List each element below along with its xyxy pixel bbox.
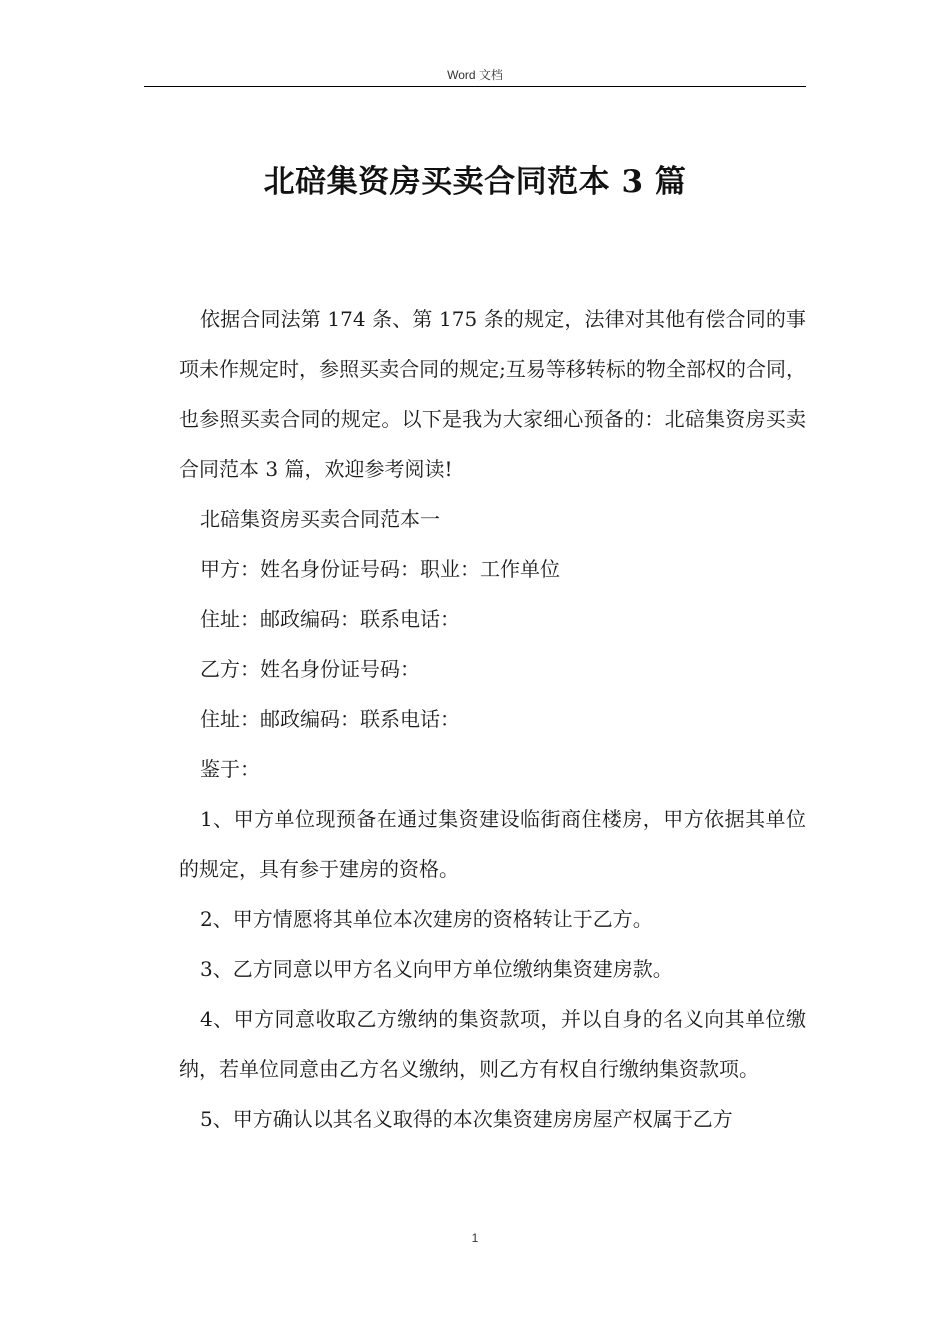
paragraph-section-heading: 北碚集资房买卖合同范本一 [200,507,440,531]
paragraph-party-b-address: 住址：邮政编码：联系电话： [200,707,460,731]
page-number: 1 [471,1231,479,1245]
paragraph-clause-4: 4、甲方同意收取乙方缴纳的集资款项，并以自身的名义向其单位缴纳，若单位同意由乙方名义缴纳，则乙方有权自行缴纳集资款项。 [179,1007,806,1081]
header-text: Word 文档 [447,68,503,82]
paragraph-whereas: 鉴于： [200,757,260,781]
paragraph-party-a-address: 住址：邮政编码：联系电话： [200,607,460,631]
document-body [179,294,806,1144]
header-divider [144,86,806,87]
paragraph-clause-2: 2、甲方情愿将其单位本次建房的资格转让于乙方。 [200,907,653,931]
document-title: 北碚集资房买卖合同范本 3 篇 [263,164,687,200]
paragraph-clause-3: 3、乙方同意以甲方名义向甲方单位缴纳集资建房款。 [200,957,673,981]
paragraph-intro: 依据合同法第 174 条、第 175 条的规定，法律对其他有偿合同的事项未作规定时，参照买卖合同的规定;互易等移转标的物全部权的合同，也参照买卖合同的规定。以下是我为大家细心预备的：北碚集资房买卖合同范本 3 篇，欢迎参考阅读! [179,307,806,481]
paragraph-party-b: 乙方：姓名身份证号码： [200,657,420,681]
paragraph-clause-5: 5、甲方确认以其名义取得的本次集资建房房屋产权属于乙方 [200,1107,733,1131]
paragraph-party-a: 甲方：姓名身份证号码：职业：工作单位 [200,557,560,581]
paragraph-clause-1: 1、甲方单位现预备在通过集资建设临街商住楼房，甲方依据其单位的规定，具有参于建房的资格。 [179,807,806,881]
